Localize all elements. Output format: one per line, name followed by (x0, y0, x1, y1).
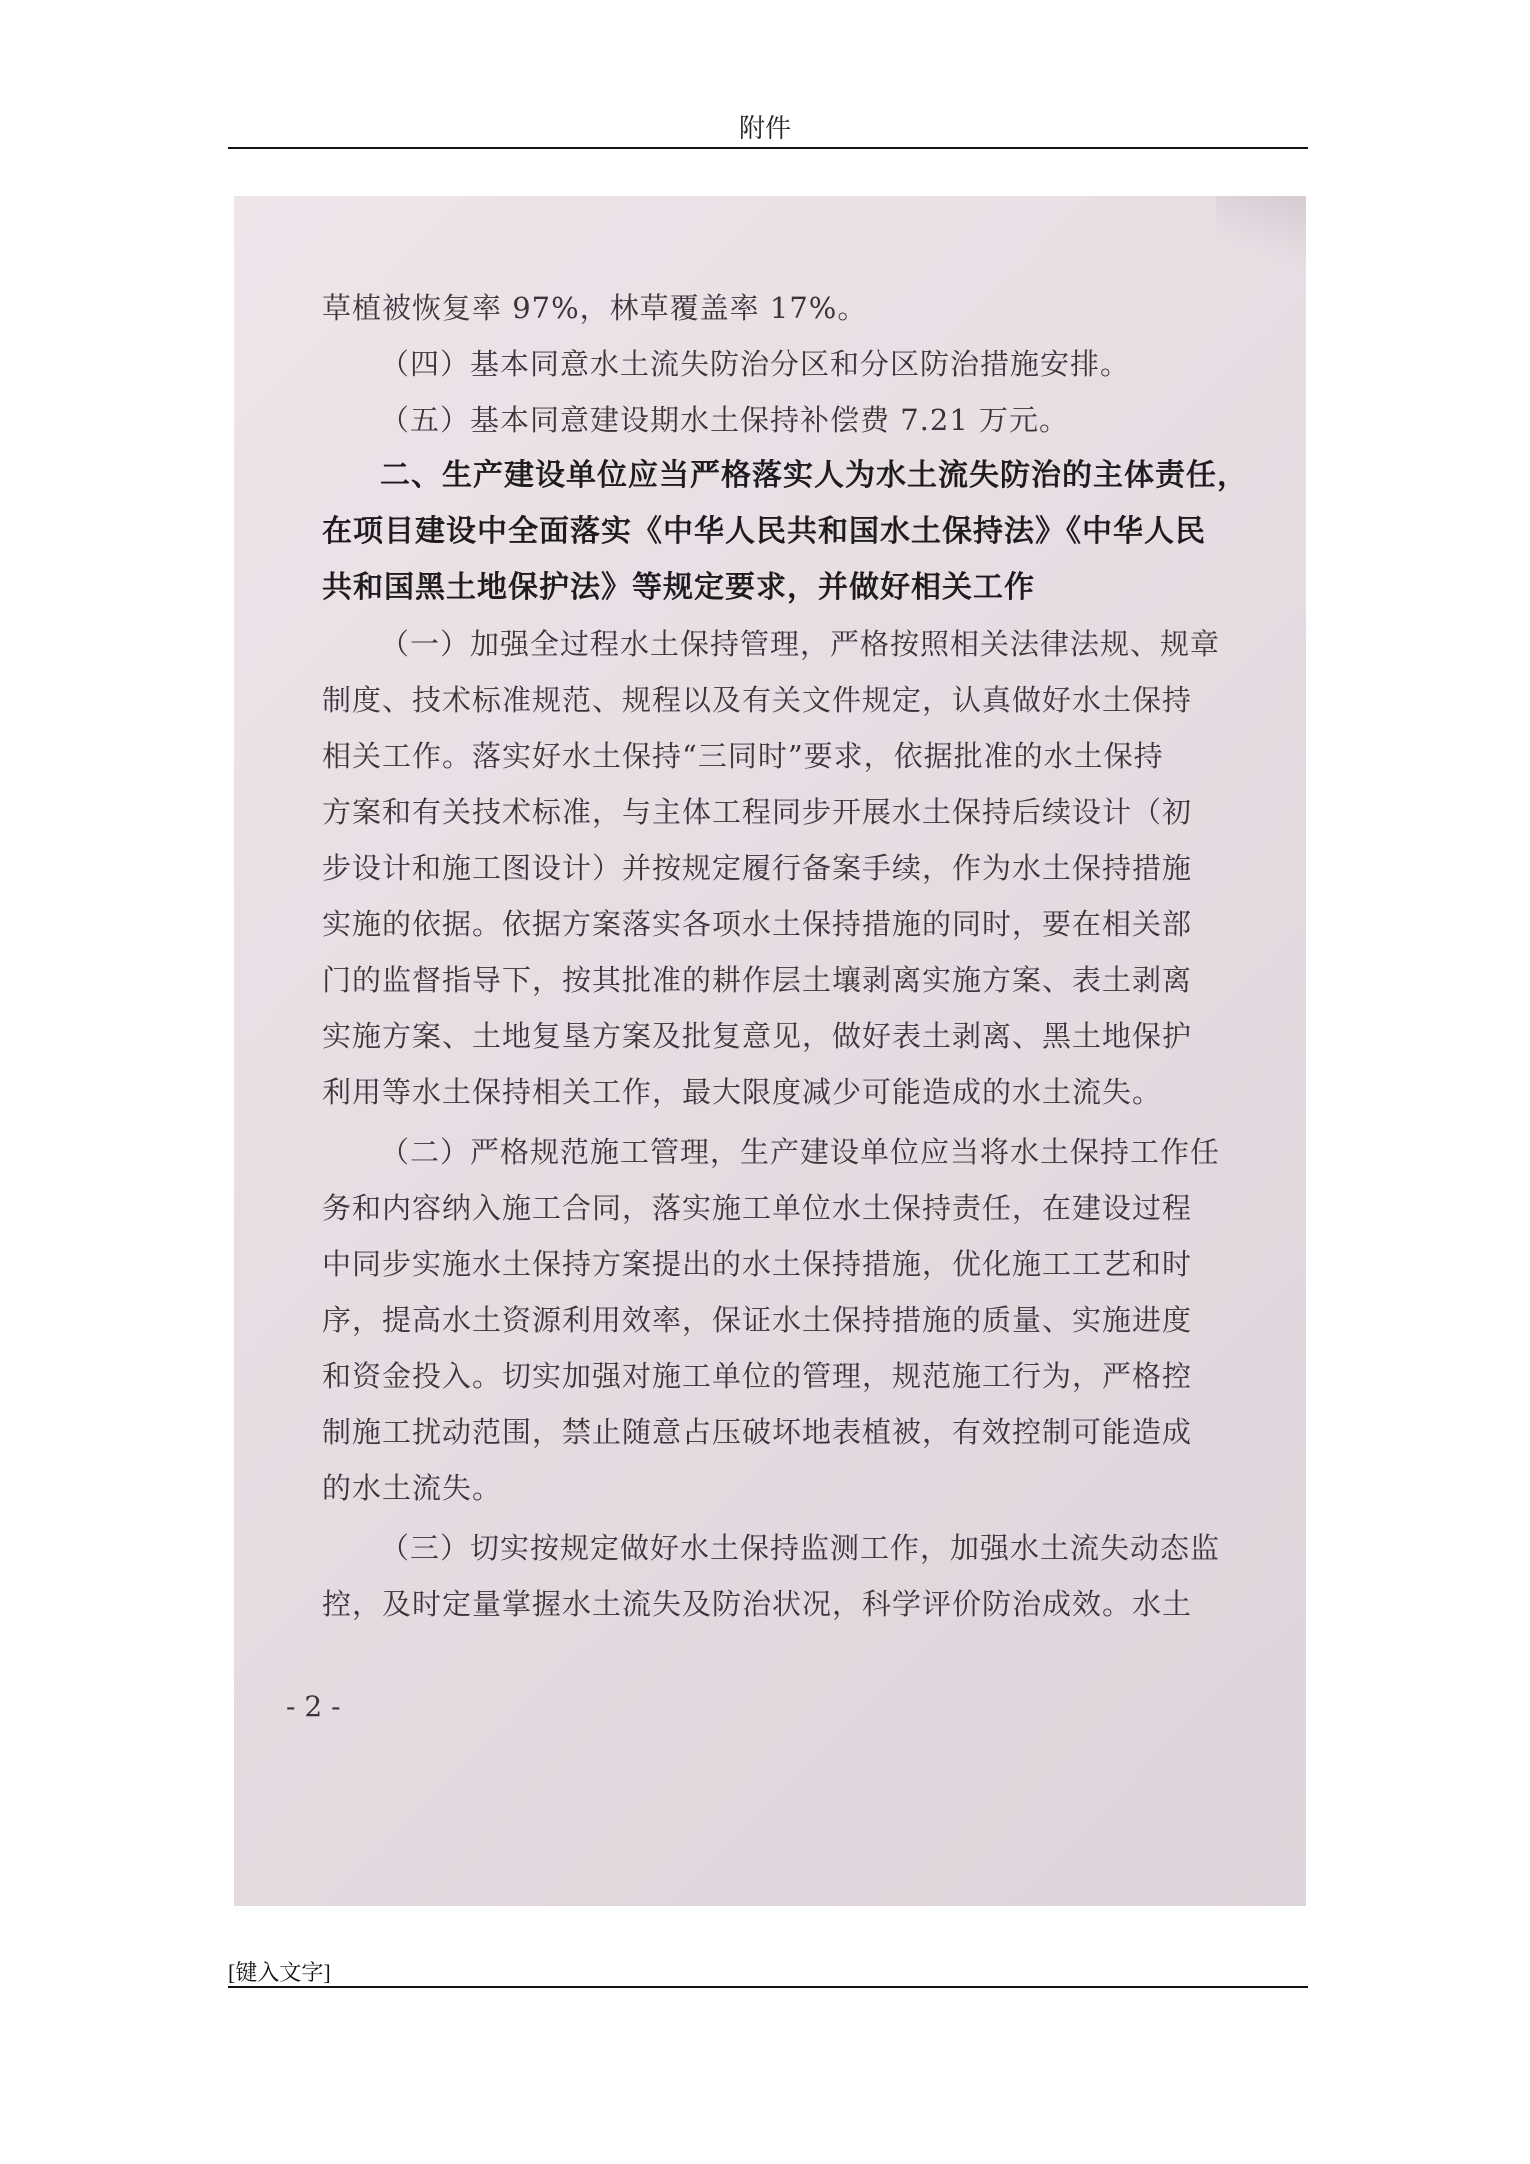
body-line: 门的监督指导下，按其批准的耕作层土壤剥离实施方案、表土剥离 (322, 963, 1193, 997)
body-line: 制施工扰动范围，禁止随意占压破坏地表植被，有效控制可能造成 (322, 1415, 1193, 1449)
header-divider (228, 147, 1308, 149)
body-line: 草植被恢复率 97%，林草覆盖率 17%。 (322, 291, 868, 325)
page-fold-shadow (1216, 196, 1306, 266)
body-line: 实施的依据。依据方案落实各项水土保持措施的同时，要在相关部 (322, 907, 1193, 941)
header-title: 附件 (738, 114, 791, 144)
body-line: （二）严格规范施工管理，生产建设单位应当将水土保持工作任 (380, 1135, 1221, 1169)
page-number: - 2 - (286, 1690, 341, 1723)
body-line: 相关工作。落实好水土保持“三同时”要求，依据批准的水土保持 (322, 739, 1164, 773)
body-line: 和资金投入。切实加强对施工单位的管理，规范施工行为，严格控 (322, 1359, 1193, 1393)
body-line: 步设计和施工图设计）并按规定履行备案手续，作为水土保持措施 (322, 851, 1193, 885)
document-photo (234, 196, 1306, 1906)
section-heading-line: 共和国黑土地保护法》等规定要求，并做好相关工作 (322, 570, 1035, 605)
body-line: 序，提高水土资源利用效率，保证水土保持措施的质量、实施进度 (322, 1303, 1193, 1337)
body-line: （五）基本同意建设期水土保持补偿费 7.21 万元。 (380, 403, 1070, 437)
body-line: 中同步实施水土保持方案提出的水土保持措施，优化施工工艺和时 (322, 1247, 1193, 1281)
footer-placeholder-text[interactable]: [键入文字] (228, 1960, 331, 1985)
footer-divider (228, 1986, 1308, 1988)
body-line: 的水土流失。 (322, 1471, 503, 1505)
body-line: （一）加强全过程水土保持管理，严格按照相关法律法规、规章 (380, 627, 1221, 661)
body-line: 制度、技术标准规范、规程以及有关文件规定，认真做好水土保持 (322, 683, 1193, 717)
body-line: 控，及时定量掌握水土流失及防治状况，科学评价防治成效。水土 (322, 1587, 1193, 1621)
body-line: 利用等水土保持相关工作，最大限度减少可能造成的水土流失。 (322, 1075, 1163, 1109)
body-line: 实施方案、土地复垦方案及批复意见，做好表土剥离、黑土地保护 (322, 1019, 1193, 1053)
body-line: 务和内容纳入施工合同，落实施工单位水土保持责任，在建设过程 (322, 1191, 1193, 1225)
body-line: （三）切实按规定做好水土保持监测工作，加强水土流失动态监 (380, 1531, 1221, 1565)
section-heading-line: 在项目建设中全面落实《中华人民共和国水土保持法》《中华人民 (322, 514, 1206, 549)
section-heading-line: 二、生产建设单位应当严格落实人为水土流失防治的主体责任， (380, 458, 1248, 493)
document-body (322, 280, 1252, 1632)
body-line: 方案和有关技术标准，与主体工程同步开展水土保持后续设计（初 (322, 795, 1193, 829)
body-line: （四）基本同意水土流失防治分区和分区防治措施安排。 (380, 347, 1131, 381)
